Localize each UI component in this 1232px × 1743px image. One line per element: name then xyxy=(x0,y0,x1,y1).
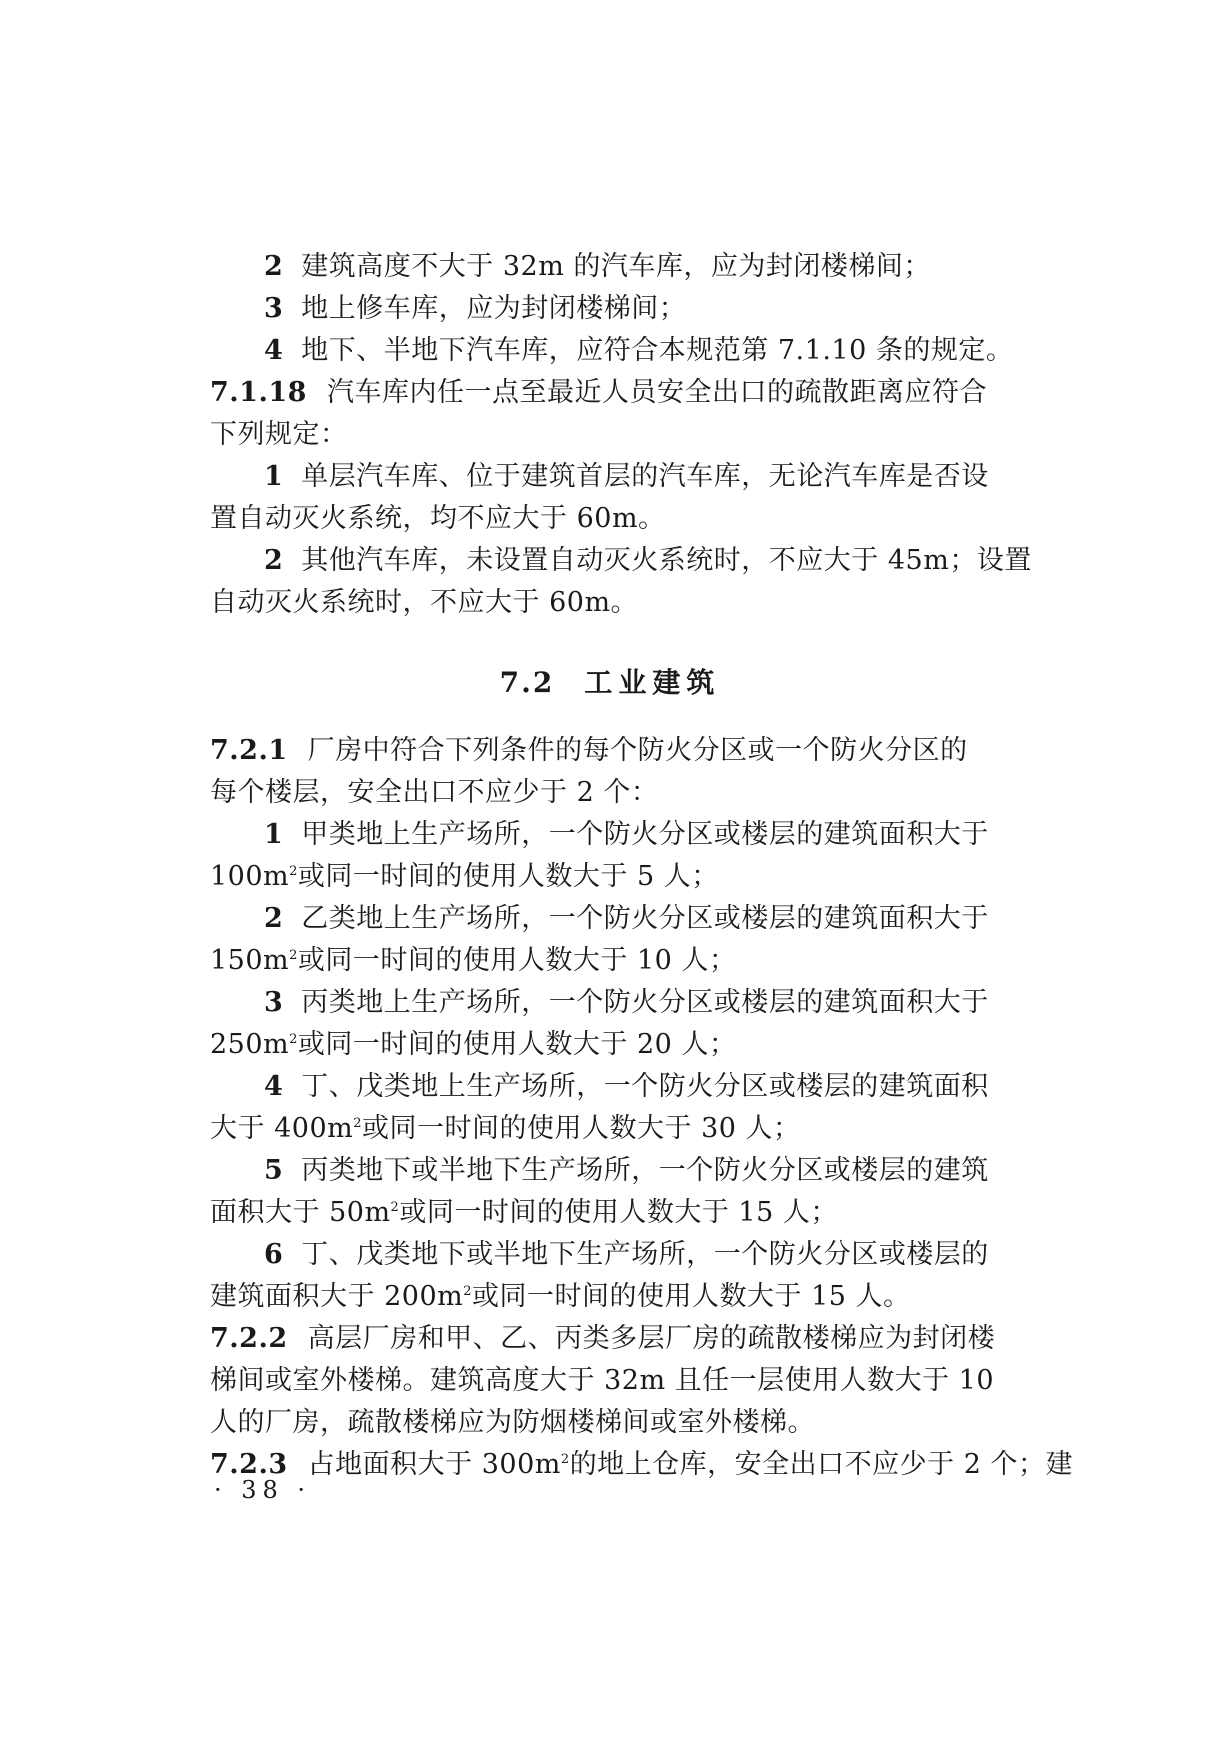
list-item xyxy=(210,982,1010,1024)
clause-7-2-2 xyxy=(210,1318,1010,1360)
area-value: 100m xyxy=(210,861,290,892)
item-number: 4 xyxy=(264,335,284,366)
item-text: 丁、戊类地上生产场所，一个防火分区或楼层的建筑面积 xyxy=(301,1071,989,1102)
clause-text-continued: 每个楼层，安全出口不应少于 2 个： xyxy=(210,777,659,808)
area-value: 建筑面积大于 200m xyxy=(210,1281,464,1312)
page-number: · 38 · xyxy=(214,1476,312,1504)
superscript: 2 xyxy=(353,1116,363,1131)
list-item xyxy=(210,814,1010,856)
section-number: 7.2 xyxy=(499,666,555,699)
item-number: 2 xyxy=(264,545,284,576)
item-text: 丙类地下或半地下生产场所，一个防火分区或楼层的建筑 xyxy=(301,1155,989,1186)
item-text: 其他汽车库，未设置自动灭火系统时，不应大于 45m；设置 xyxy=(301,545,1032,576)
item-text: 或同一时间的使用人数大于 15 人。 xyxy=(472,1281,911,1312)
clause-text: 高层厂房和甲、乙、丙类多层厂房的疏散楼梯应为封闭楼 xyxy=(307,1323,996,1354)
clause-7-2-3 xyxy=(210,1444,1074,1486)
section-heading xyxy=(210,662,1010,704)
area-value: 大于 400m xyxy=(210,1113,354,1144)
superscript: 2 xyxy=(390,1200,400,1215)
item-number: 2 xyxy=(264,251,284,282)
item-text: 丁、戊类地下或半地下生产场所，一个防火分区或楼层的 xyxy=(301,1239,989,1270)
item-text: 地上修车库，应为封闭楼梯间； xyxy=(301,293,687,324)
list-item xyxy=(210,330,1014,372)
item-text-continued xyxy=(210,1024,1010,1066)
list-item xyxy=(210,456,1010,498)
item-text: 或同一时间的使用人数大于 15 人； xyxy=(399,1197,838,1228)
superscript: 2 xyxy=(289,1032,298,1047)
item-number: 4 xyxy=(264,1071,284,1102)
clause-7-2-1 xyxy=(210,730,1010,772)
item-text: 或同一时间的使用人数大于 30 人； xyxy=(362,1113,801,1144)
item-text: 建筑高度不大于 32m 的汽车库，应为封闭楼梯间； xyxy=(301,251,931,282)
item-number: 1 xyxy=(264,819,284,850)
list-item xyxy=(210,1234,1010,1276)
item-text-continued: 置自动灭火系统，均不应大于 60m。 xyxy=(210,503,666,534)
item-text: 甲类地上生产场所，一个防火分区或楼层的建筑面积大于 xyxy=(301,819,989,850)
item-text-continued xyxy=(210,940,1010,982)
clause-text-continued: 人的厂房，疏散楼梯应为防烟楼梯间或室外楼梯。 xyxy=(210,1407,815,1438)
item-text-continued xyxy=(210,856,1010,898)
item-number: 1 xyxy=(264,461,284,492)
item-number: 2 xyxy=(264,903,284,934)
list-item xyxy=(210,1066,1010,1108)
item-number: 3 xyxy=(264,987,284,1018)
item-text-continued xyxy=(210,1108,1010,1150)
superscript: 2 xyxy=(560,1452,570,1467)
item-text-continued xyxy=(210,1192,1010,1234)
list-item xyxy=(210,1150,1010,1192)
item-text-continued xyxy=(210,1276,1010,1318)
superscript: 2 xyxy=(289,864,298,879)
section-title: 工业建筑 xyxy=(584,666,721,699)
list-item xyxy=(210,898,1010,940)
list-item xyxy=(210,540,1032,582)
area-value: 250m xyxy=(210,1029,290,1060)
item-text: 地下、半地下汽车库，应符合本规范第 7.1.10 条的规定。 xyxy=(301,335,1014,366)
item-text: 或同一时间的使用人数大于 10 人； xyxy=(297,945,737,976)
clause-text: 占地面积大于 300m xyxy=(307,1449,561,1480)
item-number: 3 xyxy=(264,293,284,324)
clause-number: 7.2.2 xyxy=(210,1323,288,1354)
area-value: 150m xyxy=(210,945,290,976)
item-text: 乙类地上生产场所，一个防火分区或楼层的建筑面积大于 xyxy=(301,903,989,934)
clause-text-continued: 梯间或室外楼梯。建筑高度大于 32m 且任一层使用人数大于 10 xyxy=(210,1365,995,1396)
item-text: 或同一时间的使用人数大于 5 人； xyxy=(297,861,719,892)
clause-number: 7.2.3 xyxy=(210,1449,288,1480)
item-number: 5 xyxy=(264,1155,284,1186)
item-text: 单层汽车库、位于建筑首层的汽车库，无论汽车库是否设 xyxy=(301,461,989,492)
list-item xyxy=(210,288,1010,330)
page-body xyxy=(210,246,1074,1486)
item-number: 6 xyxy=(264,1239,284,1270)
clause-text: 厂房中符合下列条件的每个防火分区或一个防火分区的 xyxy=(307,735,968,766)
item-text: 丙类地上生产场所，一个防火分区或楼层的建筑面积大于 xyxy=(301,987,989,1018)
clause-number: 7.1.18 xyxy=(210,377,307,408)
superscript: 2 xyxy=(463,1284,473,1299)
item-text: 或同一时间的使用人数大于 20 人； xyxy=(297,1029,737,1060)
superscript: 2 xyxy=(289,948,298,963)
clause-text: 的地上仓库，安全出口不应少于 2 个；建 xyxy=(569,1449,1074,1480)
clause-text: 汽车库内任一点至最近人员安全出口的疏散距离应符合 xyxy=(326,377,987,408)
item-text-continued: 自动灭火系统时，不应大于 60m。 xyxy=(210,587,639,618)
clause-text-continued: 下列规定： xyxy=(210,419,348,450)
clause-number: 7.2.1 xyxy=(210,735,288,766)
list-item xyxy=(210,246,1010,288)
area-value: 面积大于 50m xyxy=(210,1197,391,1228)
clause-7-1-18 xyxy=(210,372,1010,414)
